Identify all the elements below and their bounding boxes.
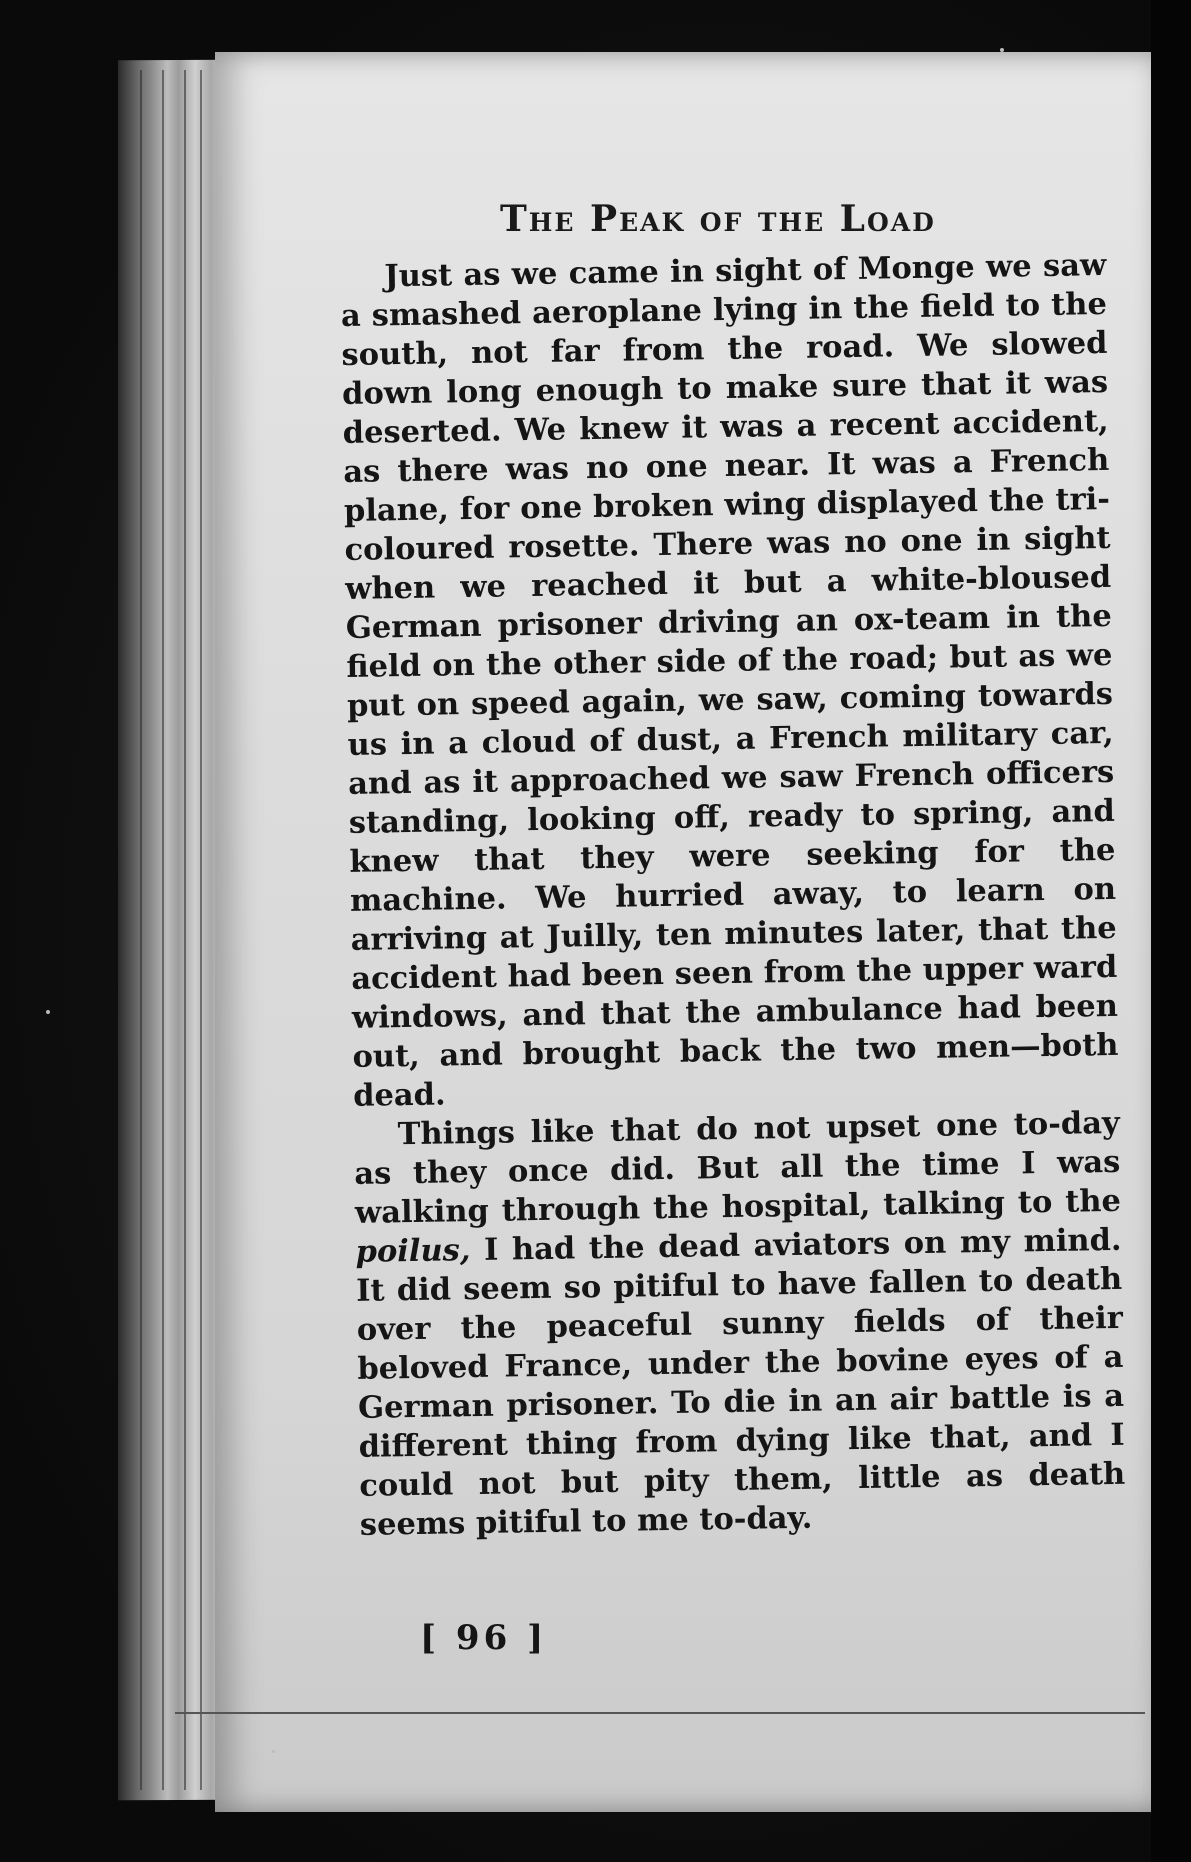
- dust-speck: [46, 1010, 50, 1014]
- paragraph-2-start: Things like that do not upset one to-day as they once did. But all the time I was walking through the hospital, talking to the: [354, 1104, 1122, 1231]
- page-bottom-edge: [175, 1712, 1145, 1714]
- paragraph-1: Just as we came in sight of Monge we saw a smashed aeroplane lying in the field to the south, not far from the road. We slowed down long enough to make sure that it was deserted. We knew it was a recent accident, as there was no one near. It was a French plane, for one broken wing displayed the tri-coloured rosette. There was no one in sight when we reached it but a white-bloused German prisoner driving an ox-team in the field on the other side of the road; but as we put on speed again, we saw, coming towards us in a cloud of dust, a French military car, and as it approached we saw French officers standing, looking off, ready to spring, and knew that they were seeking for the machine. We hurried away, to learn on arriving at Juilly, ten minutes later, that the accident had been seen from the upper ward windows, and that the ambulance had been out, and brought back the two men—both dead.: [340, 246, 1119, 1114]
- page-edge-line: [162, 70, 164, 1790]
- paragraph-2-end: I had the dead aviators on my mind. It did seem so pitiful to have fallen to death over the peaceful sunny fields of their beloved France, under the bovine eyes of a German prisoner. To die in an air battle is a different thing from dying like that, and I could not but pity them, little as death seems pitiful to me to-day.: [355, 1221, 1126, 1543]
- paragraph-2: [353, 1104, 1126, 1545]
- dust-speck: [272, 1750, 275, 1753]
- page-edge-line: [140, 70, 142, 1790]
- page-edge-line: [200, 70, 202, 1790]
- page-number: [ 96 ]: [420, 1618, 548, 1658]
- italic-word-poilus: poilus,: [355, 1232, 471, 1270]
- dust-speck: [1000, 48, 1004, 52]
- book-page-edges: [118, 60, 228, 1801]
- running-head: The Peak of the Load: [500, 198, 936, 240]
- body-text: [340, 246, 1126, 1545]
- scan-background-right: [1151, 0, 1191, 1862]
- page-edge-line: [184, 70, 186, 1790]
